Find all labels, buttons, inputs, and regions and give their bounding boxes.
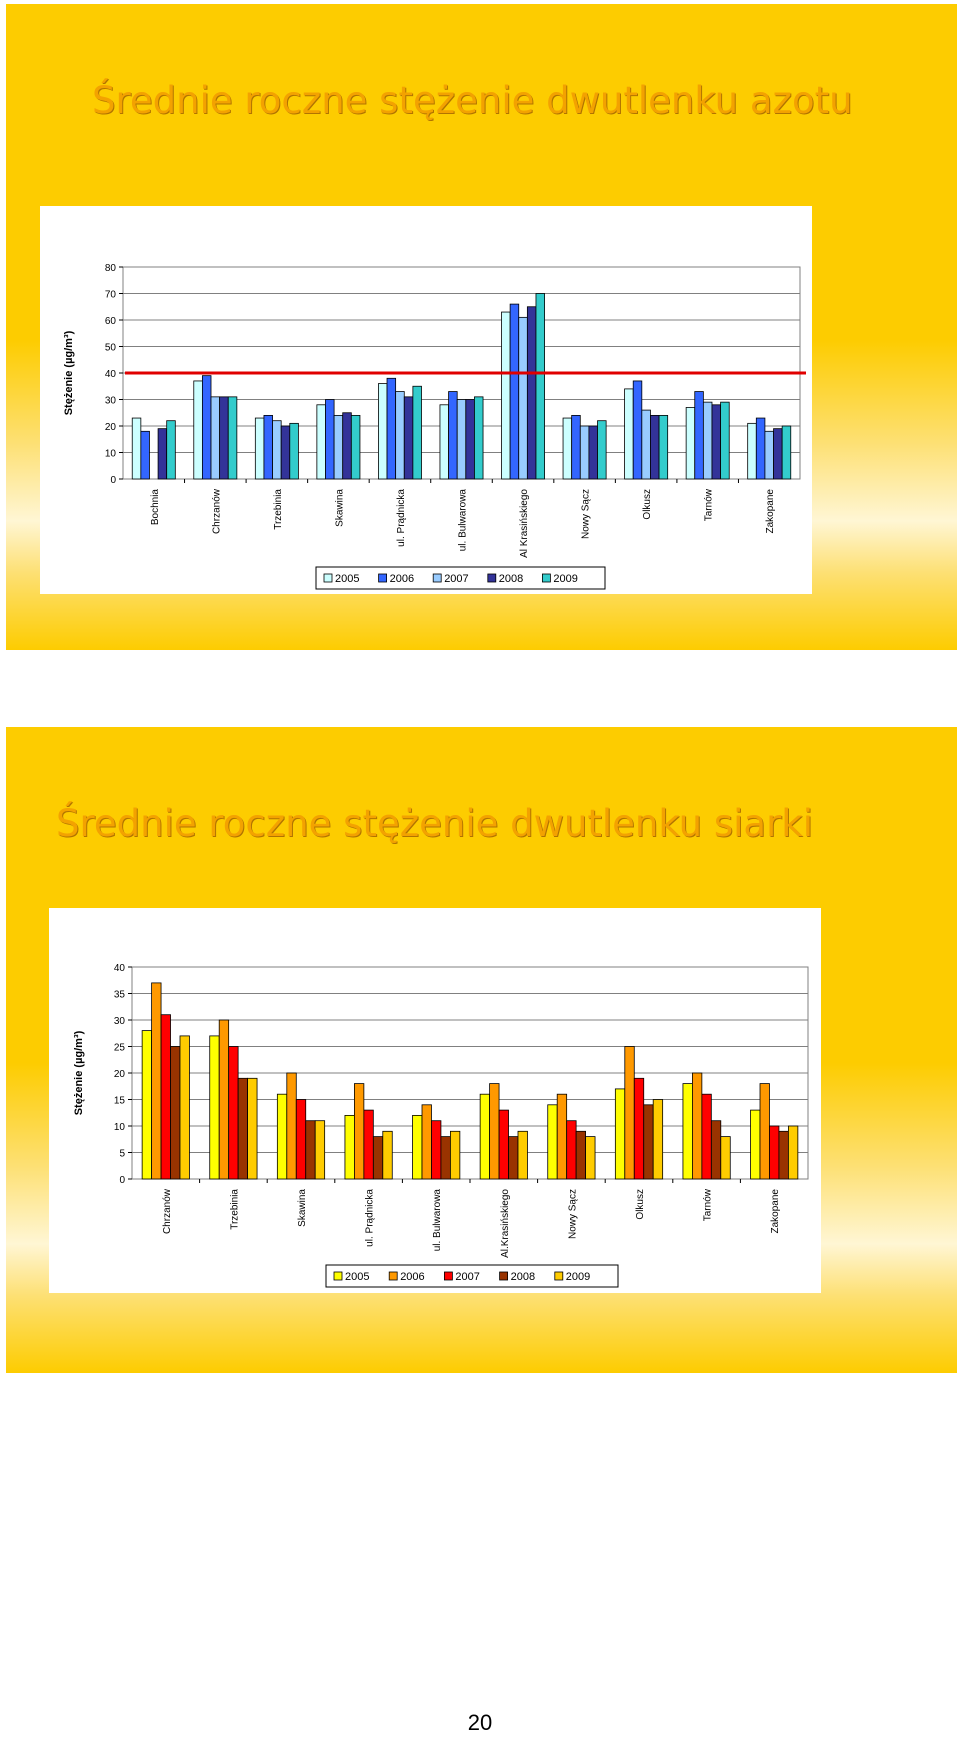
bar <box>238 1078 247 1179</box>
bar <box>490 1084 499 1179</box>
bar <box>211 397 220 479</box>
so2-chart-panel <box>49 908 821 1293</box>
bar <box>325 400 334 480</box>
bar <box>557 1094 566 1179</box>
bar <box>413 386 422 479</box>
bar <box>589 426 598 479</box>
y-tick-label: 40 <box>104 369 116 380</box>
y-tick-label: 50 <box>104 342 116 354</box>
no2-slide <box>6 4 957 650</box>
no2-chart-panel <box>40 206 812 594</box>
bar <box>712 405 721 479</box>
bar <box>431 1121 440 1179</box>
legend-swatch <box>444 1272 452 1280</box>
bar <box>625 389 634 479</box>
y-tick-label: 10 <box>104 448 116 460</box>
bar <box>281 426 290 479</box>
bar <box>774 429 783 479</box>
legend-label: 2008 <box>510 1271 536 1283</box>
y-tick-label: 15 <box>113 1095 125 1107</box>
bar <box>760 1084 769 1179</box>
bar <box>480 1094 489 1179</box>
bar <box>273 421 282 479</box>
bar <box>519 317 528 479</box>
bar <box>290 423 299 479</box>
bar <box>387 378 396 479</box>
y-tick-label: 30 <box>113 1016 125 1027</box>
bar <box>413 1115 422 1179</box>
bar <box>686 407 695 479</box>
bar <box>449 392 458 479</box>
bar <box>373 1137 382 1179</box>
legend-swatch <box>488 574 496 582</box>
bar <box>229 1047 238 1180</box>
bar <box>748 423 757 479</box>
page-number: 20 <box>467 1710 493 1735</box>
bar <box>586 1137 595 1179</box>
bar <box>563 418 572 479</box>
category-label: ul. Bulwarowa <box>432 1189 444 1252</box>
bar <box>527 307 536 479</box>
bar <box>171 1047 180 1180</box>
bar <box>683 1084 692 1179</box>
legend-swatch <box>433 574 441 582</box>
bar <box>296 1100 305 1180</box>
category-label: Olkusz <box>635 1189 646 1220</box>
legend-label: 2007 <box>444 573 469 585</box>
bar <box>598 421 607 479</box>
category-label: Nowy Sącz <box>567 1189 579 1240</box>
category-label: Bochnia <box>149 489 161 526</box>
legend-label: 2005 <box>335 573 360 585</box>
bar <box>383 1131 392 1179</box>
legend-label: 2009 <box>565 1271 591 1283</box>
bar <box>142 1031 151 1179</box>
y-tick-label: 20 <box>104 422 116 433</box>
y-axis-label: Stężenie (µg/m³) <box>63 330 75 416</box>
bar <box>378 384 387 479</box>
bar <box>450 1131 459 1179</box>
category-label: Olkusz <box>642 489 654 520</box>
bar <box>255 418 264 479</box>
bar <box>474 397 483 479</box>
bar <box>653 1100 662 1180</box>
bar <box>502 312 511 479</box>
bar <box>404 397 413 479</box>
bar <box>633 381 642 479</box>
bar <box>756 418 765 479</box>
bar <box>351 415 360 479</box>
bar <box>354 1084 363 1179</box>
category-label: Trzebinia <box>272 489 284 530</box>
bar <box>167 421 176 479</box>
bar <box>518 1131 527 1179</box>
bar <box>765 431 774 479</box>
bar <box>572 415 581 479</box>
so2-chart <box>49 908 821 1293</box>
category-label: ul. Prądnicka <box>364 1189 376 1247</box>
slide-title: Średnie roczne stężenie dwutlenku azotu <box>92 79 853 122</box>
no2-chart <box>40 206 812 594</box>
so2-slide <box>6 727 957 1373</box>
bar <box>567 1121 576 1179</box>
category-label: Trzebinia <box>229 1189 241 1230</box>
bar <box>782 426 791 479</box>
y-axis-label: Stężenie (µg/m³) <box>73 1030 85 1116</box>
category-label: Zakopane <box>770 1189 782 1234</box>
y-tick-label: 0 <box>119 1175 125 1186</box>
bar <box>769 1126 778 1179</box>
bar <box>364 1110 373 1179</box>
y-tick-label: 25 <box>113 1042 125 1054</box>
bar <box>779 1131 788 1179</box>
y-tick-label: 0 <box>110 475 116 486</box>
bar <box>440 405 449 479</box>
bar <box>334 415 343 479</box>
bar <box>615 1089 624 1179</box>
y-tick-label: 5 <box>119 1148 125 1160</box>
legend-label: 2009 <box>553 573 578 585</box>
bar <box>625 1047 634 1180</box>
y-tick-label: 80 <box>104 263 116 274</box>
bar <box>277 1094 286 1179</box>
legend-label: 2008 <box>498 573 524 585</box>
bar <box>721 402 730 479</box>
bar <box>317 405 326 479</box>
category-label: Al.Krasińskiego <box>499 1189 511 1258</box>
bar <box>315 1121 324 1179</box>
legend-label: 2005 <box>345 1271 370 1283</box>
legend-swatch <box>389 1272 397 1280</box>
legend-swatch <box>379 574 387 582</box>
bar <box>248 1078 257 1179</box>
y-tick-label: 60 <box>104 316 116 327</box>
category-label: Skawina <box>297 1189 308 1227</box>
category-label: Nowy Sącz <box>580 489 592 540</box>
bar <box>642 410 651 479</box>
bar <box>210 1036 219 1179</box>
bar <box>536 294 545 480</box>
bar <box>634 1078 643 1179</box>
bar <box>548 1105 557 1179</box>
bar <box>264 415 273 479</box>
bar <box>509 1137 518 1179</box>
bar <box>345 1115 354 1179</box>
bar <box>695 392 704 479</box>
legend-swatch <box>542 574 550 582</box>
bar <box>161 1015 170 1179</box>
bar <box>132 418 141 479</box>
bar <box>306 1121 315 1179</box>
bar <box>287 1073 296 1179</box>
category-label: Skawina <box>334 489 346 527</box>
bar <box>396 392 405 479</box>
slide-title: Średnie roczne stężenie dwutlenku siarki <box>56 802 814 845</box>
bar <box>220 397 229 479</box>
category-label: Tarnów <box>702 1189 714 1222</box>
legend-swatch <box>324 574 332 582</box>
legend-label: 2006 <box>400 1271 425 1283</box>
category-label: Chrzanów <box>161 1189 173 1235</box>
y-tick-label: 10 <box>113 1122 125 1133</box>
legend-label: 2007 <box>455 1271 480 1283</box>
bar <box>152 983 161 1179</box>
category-label: ul. Prądnicka <box>395 489 407 547</box>
category-label: Tarnów <box>703 489 715 522</box>
bar <box>441 1137 450 1179</box>
y-tick-label: 30 <box>104 395 116 407</box>
category-label: Al Krasińskiego <box>519 488 531 558</box>
category-label: Chrzanów <box>211 489 223 535</box>
bar <box>576 1131 585 1179</box>
y-tick-label: 35 <box>113 989 125 1001</box>
bar <box>466 400 475 480</box>
legend-swatch <box>500 1272 508 1280</box>
bar <box>180 1036 189 1179</box>
y-tick-label: 20 <box>113 1069 125 1080</box>
legend-label: 2006 <box>389 573 415 585</box>
bar <box>510 304 519 479</box>
bar <box>457 400 466 480</box>
legend <box>316 567 605 589</box>
bar <box>219 1020 228 1179</box>
bar <box>580 426 589 479</box>
bar <box>228 397 237 479</box>
legend-swatch <box>334 1272 342 1280</box>
category-label: Zakopane <box>765 489 777 534</box>
bar <box>499 1110 508 1179</box>
bar <box>659 415 668 479</box>
bar <box>343 413 352 479</box>
category-label: ul. Bulwarowa <box>457 489 469 552</box>
bar <box>644 1105 653 1179</box>
bar <box>202 376 211 479</box>
bar <box>650 415 659 479</box>
bar <box>703 402 712 479</box>
bar <box>158 429 167 479</box>
bar <box>422 1105 431 1179</box>
legend-swatch <box>555 1272 563 1280</box>
legend <box>326 1265 618 1287</box>
bar <box>711 1121 720 1179</box>
bar <box>721 1137 730 1179</box>
y-tick-label: 40 <box>113 963 125 974</box>
bar <box>788 1126 797 1179</box>
bar <box>751 1110 760 1179</box>
bar <box>141 431 150 479</box>
bar <box>194 381 203 479</box>
bar <box>702 1094 711 1179</box>
bar <box>692 1073 701 1179</box>
y-tick-label: 70 <box>104 289 116 301</box>
